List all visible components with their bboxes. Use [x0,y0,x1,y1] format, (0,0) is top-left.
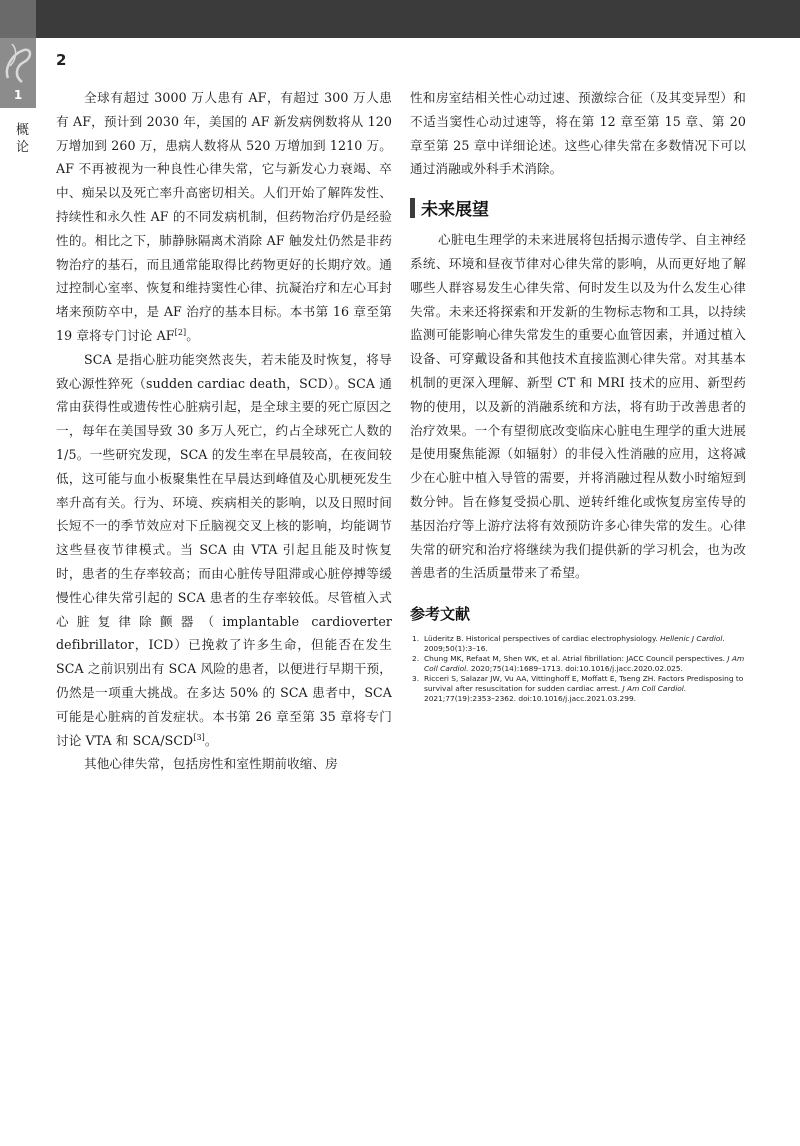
paragraph-other-arrhythmias-cont: 性和房室结相关性心动过速、预激综合征（及其变异型）和不适当窦性心动过速等，将在第 12 章至第 15 章、第 20 章至第 25 章中详细论述。这些心律失常在多数情况下可以通过消融或外科手术消除。 [410,90,746,177]
right-column [410,86,746,704]
paragraph-sca: SCA 是指心脏功能突然丧失，若未能及时恢复，将导致心源性猝死（sudden cardiac death，SCD）。SCA 通常由获得性或遗传性心脏病引起，是全球主要的死亡原因之一，每年在美国导致 30 多万人死亡，约占全球死亡人数的 1/5。一些研究发现，SCA 的发生率在早晨较高，在夜间较低，这可能与血小板聚集性在早晨达到峰值及心肌梗死发生率升高有关。行为、环境、疾病相关的影响，以及日照时间长短不一的季节效应对下丘脑视交叉上核的影响，均能调节这些昼夜节律模式。当 SCA 由 VTA 引起且能及时恢复时，患者的生存率较高；而由心脏传导阻滞或心脏停搏等缓慢性心律失常引起的 SCA 患者的生存率较低。尽管植入式心脏复律除颤器（implantable cardioverter defibrillator，ICD）已挽救了许多生命，但能否在发生 SCA 之前识别出有 SCA 风险的患者，以便进行早期干预，仍然是一项重大挑战。在多达 50% 的 SCA 患者中，SCA 可能是心脏病的首发症状。本书第 26 章至第 35 章将专门讨论 VTA 和 SCA/SCD[3]。 [56,351,392,748]
citation-3: [3] [193,732,205,742]
reference-item: 1. Lüderitz B. Historical perspectives of cardiac electrophysiology. Hellenic J Cardiol. 2009;50(1):3–16. [412,634,725,654]
left-column [56,86,392,776]
reference-item: 3. Ricceri S, Salazar JW, Vu AA, Vittinghoff E, Moffatt E, Tseng ZH. Factors Predisposing to survival after resuscitation for sudden cardiac arrest. J Am Coll Cardiol. 2021;77(19):2353–2362. doi:10.1016/j.jacc.2021.03.299. [412,674,744,704]
paragraph-other-arrhythmias: 其他心律失常，包括房性和室性期前收缩、房 [84,756,338,772]
chapter-number: 1 [13,88,23,102]
chapter-label: 概论 [16,123,30,155]
heading-bar [410,198,415,218]
references-heading: 参考文献 [410,605,471,624]
reference-item: 2. Chung MK, Refaat M, Shen WK, et al. Atrial fibrillation: JACC Council perspectives. J Am Coll Cardiol. 2020;75(14):1689–1713. doi:10.1016/j.jacc.2020.02.025. [412,654,745,674]
section-heading-future [410,195,746,220]
citation-2: [2] [174,327,187,337]
chapter-swirl-icon [2,40,34,90]
header-accent-block [0,0,36,38]
references-list [410,634,746,704]
section-title: 未来展望 [421,200,489,221]
chapter-tab [0,38,36,108]
paragraph-future-outlook: 心脏电生理学的未来进展将包括揭示遗传学、自主神经系统、环境和昼夜节律对心律失常的影响，从而更好地了解哪些人群容易发生心律失常、何时发生以及为什么发生心律失常。未来还将探索和开发新的生物标志物和工具，以持续监测可能影响心律失常发生的重要心血管因素，并通过植入设备、可穿戴设备和其他技术直接监测心律失常。对其基本机制的更深入理解、新型 CT 和 MRI 技术的应用、新型药物的使用，以及新的消融系统和方法，将有助于改善患者的治疗效果。一个有望彻底改变临床心脏电生理学的重大进展是使用聚焦能源（如辐射）的非侵入性消融的应用，这将减少在心脏中植入导管的需要，并将消融过程从数小时缩短到数分钟。旨在修复受损心肌、逆转纤维化或恢复房室传导的基因治疗等上游疗法将有效预防许多心律失常的发生。心律失常的研究和治疗将继续为我们提供新的学习机会，也为改善患者的生活质量带来了希望。 [410,232,746,581]
paragraph-af: 全球有超过 3000 万人患有 AF，有超过 300 万人患有 AF，预计到 2030 年，美国的 AF 新发病例数将从 120 万增加到 260 万，患病人数将从 520 万增加到 1210 万。AF 不再被视为一种良性心律失常，它与新发心力衰竭、卒中、痴呆以及死亡率升高密切相关。人们开始了解阵发性、持续性和永久性 AF 的不同发病机制，但药物治疗仍是经验性的。相比之下，肺静脉隔离术消除 AF 触发灶仍然是非药物治疗的基石，而且通常能取得比药物更好的长期疗效。通过控制心室率、恢复和维持窦性心律、抗凝治疗和左心耳封堵来预防卒中，是 AF 治疗的基本目标。本书第 16 章至第 19 章将专门讨论 AF[2]。 [56,90,392,343]
page-number: 2 [56,51,67,69]
top-header-bar [0,0,800,38]
